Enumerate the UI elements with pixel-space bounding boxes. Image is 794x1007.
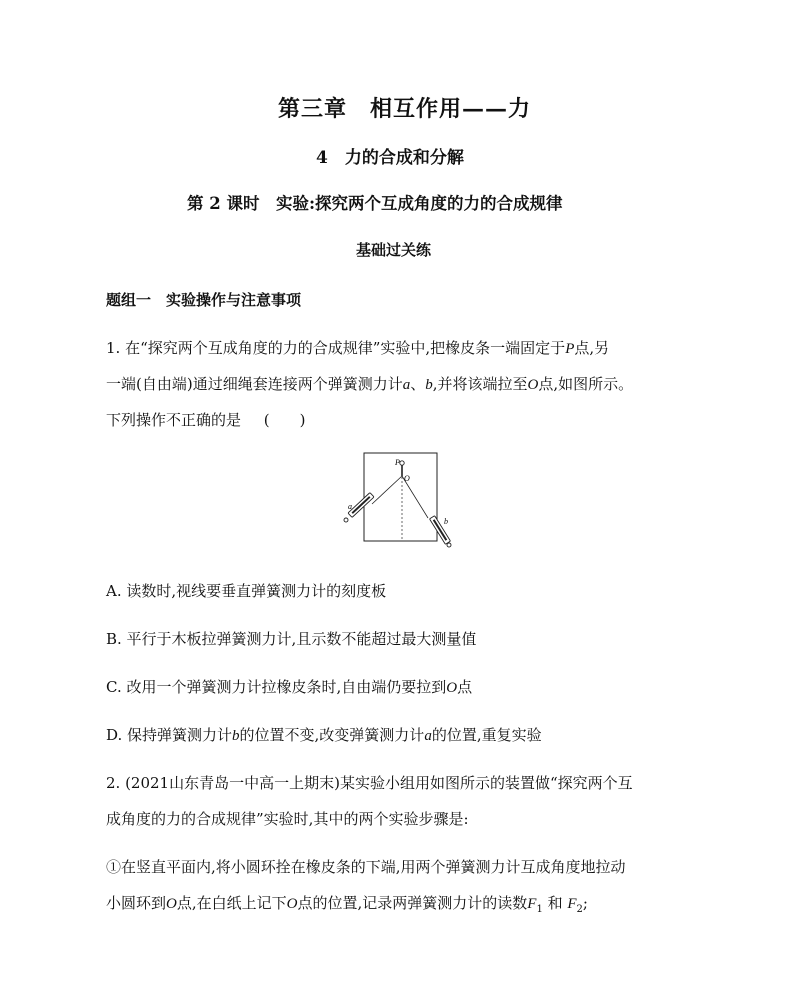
label-P: P	[395, 458, 400, 467]
q2-line2: 成角度的力的合成规律”实验时,其中的两个实验步骤是:	[106, 810, 469, 828]
q1-text: ,并将该端拉至	[432, 375, 528, 393]
option-text: 点	[457, 678, 473, 696]
point-P	[400, 461, 404, 465]
group-title: 题组一 实验操作与注意事项	[106, 291, 302, 309]
var-a: a	[402, 377, 411, 393]
q1-line3	[106, 409, 306, 430]
q1-text: 点,如图所示。	[538, 375, 634, 393]
step-text: 点,在白纸上记下	[176, 894, 287, 912]
var-O: O	[527, 377, 539, 393]
q1-text: 点,另	[574, 339, 610, 357]
var-O: O	[286, 896, 298, 912]
chapter-title: 第三章 相互作用——力	[278, 96, 532, 122]
option-text: C. 改用一个弹簧测力计拉橡皮条时,自由端仍要拉到	[106, 678, 447, 696]
option-d	[106, 724, 542, 745]
subscript-2: 2	[576, 904, 583, 915]
var-O: O	[166, 896, 177, 912]
q1-text: 、	[410, 375, 426, 393]
option-text: 的位置不变,改变弹簧测力计	[239, 726, 425, 744]
var-b: b	[232, 728, 240, 744]
var-P: P	[565, 341, 575, 357]
q2-line1: 2. (2021山东青岛一中高一上期末)某实验小组用如图所示的装置做“探究两个互	[106, 774, 633, 792]
option-text: 的位置,重复实验	[431, 726, 542, 744]
experiment-figure	[340, 452, 462, 552]
step-text: 点的位置,记录两弹簧测力计的读数	[297, 894, 528, 912]
q1-line2	[106, 373, 633, 394]
var-a: a	[424, 728, 432, 744]
string-a	[372, 476, 402, 504]
subheading: 基础过关练	[356, 241, 432, 259]
answer-bracket: ( )	[263, 411, 306, 429]
q1-line1	[106, 337, 609, 358]
label-a: a	[348, 502, 352, 511]
option-text: D. 保持弹簧测力计	[106, 726, 233, 744]
q2-step1-line2	[106, 892, 588, 915]
option-c	[106, 676, 472, 697]
step-text: ;	[582, 894, 588, 912]
label-b: b	[444, 517, 448, 526]
q1-text: 1. 在“探究两个互成角度的力的合成规律”实验中,把橡皮条一端固定于	[106, 339, 566, 357]
section-title: 4 力的合成和分解	[316, 148, 464, 168]
q2-step1-line1: ①在竖直平面内,将小圆环拴在橡皮条的下端,用两个弹簧测力计互成角度地拉动	[106, 858, 626, 876]
board-frame	[364, 453, 437, 541]
var-F2: F	[567, 896, 577, 912]
label-O: O	[404, 474, 410, 483]
step-text: 和	[542, 894, 568, 912]
string-b	[402, 476, 428, 518]
lesson-title: 第 2 课时 实验:探究两个互成角度的力的合成规律	[187, 194, 563, 213]
q1-text: 一端(自由端)通过细绳套连接两个弹簧测力计	[106, 375, 403, 393]
option-a: A. 读数时,视线要垂直弹簧测力计的刻度板	[106, 582, 387, 600]
option-b: B. 平行于木板拉弹簧测力计,且示数不能超过最大测量值	[106, 630, 477, 648]
var-F1: F	[527, 896, 537, 912]
var-O: O	[446, 680, 458, 696]
step-text: 小圆环到	[106, 894, 167, 912]
q1-text: 下列操作不正确的是	[106, 411, 242, 429]
subscript-1: 1	[536, 904, 543, 915]
var-b: b	[425, 377, 433, 393]
